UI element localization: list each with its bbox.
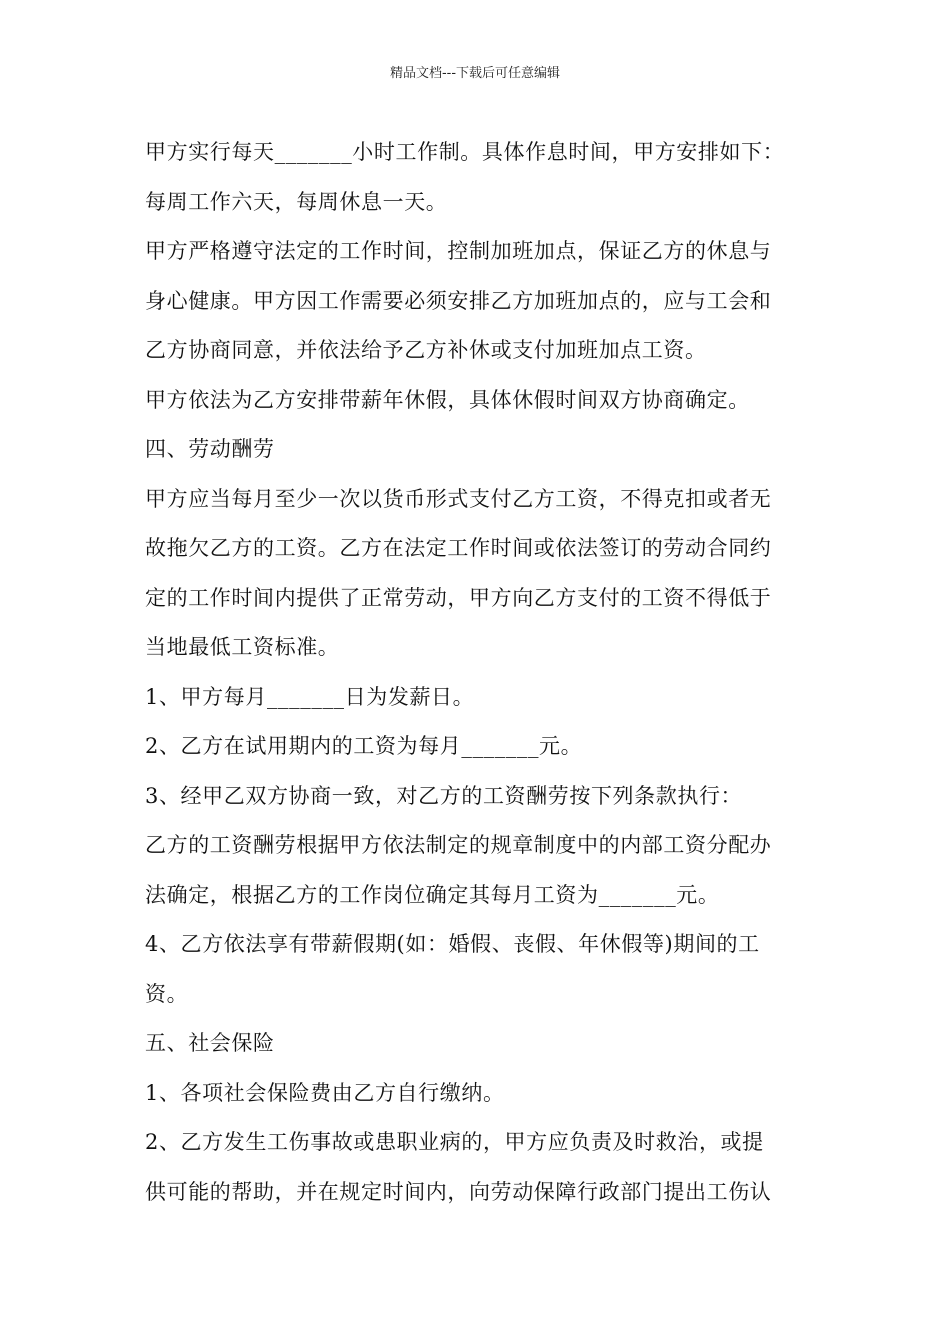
text-line: 甲方实行每天_______小时工作制。具体作息时间，甲方安排如下：	[145, 140, 785, 164]
text-line: 1、甲方每月_______日为发薪日。	[145, 684, 475, 709]
clause-paid-leave	[145, 920, 810, 1019]
page-header: 精品文档---下载后可任意编辑	[389, 66, 561, 81]
text-line: 甲方依法为乙方安排带薪年休假，具体休假时间双方协商确定。	[145, 387, 750, 412]
paragraph-annual-leave	[145, 376, 810, 426]
paragraph-wage-payment	[145, 475, 810, 673]
text-line: 四、劳动酬劳	[145, 437, 275, 461]
section-heading-remuneration	[145, 425, 810, 475]
paragraph-wage-rules	[145, 821, 810, 920]
text-line: 供可能的帮助，并在规定时间内，向劳动保障行政部门提出工伤认	[145, 1179, 772, 1204]
text-line: 2、乙方发生工伤事故或患职业病的，甲方应负责及时救治，或提	[145, 1130, 764, 1154]
text-line: 1、各项社会保险费由乙方自行缴纳。	[145, 1080, 505, 1105]
clause-work-injury	[145, 1118, 810, 1217]
text-line: 当地最低工资标准。	[145, 635, 340, 659]
text-line: 法确定，根据乙方的工作岗位确定其每月工资为_______元。	[145, 882, 720, 907]
text-line: 身心健康。甲方因工作需要必须安排乙方加班加点的，应与工会和	[145, 288, 772, 313]
text-line: 3、经甲乙双方协商一致，对乙方的工资酬劳按下列条款执行：	[145, 783, 743, 808]
text-line: 乙方的工资酬劳根据甲方依法制定的规章制度中的内部工资分配办	[145, 833, 772, 857]
paragraph-work-hours	[145, 128, 810, 227]
clause-insurance-fees	[145, 1069, 810, 1119]
text-line: 资。	[145, 981, 189, 1006]
text-line: 定的工作时间内提供了正常劳动，甲方向乙方支付的工资不得低于	[145, 585, 772, 610]
clause-probation-wage	[145, 722, 810, 772]
text-line: 故拖欠乙方的工资。乙方在法定工作时间或依法签订的劳动合同约	[145, 536, 772, 560]
paragraph-overtime	[145, 227, 810, 376]
text-line: 五、社会保险	[145, 1031, 275, 1055]
section-heading-social-insurance	[145, 1019, 810, 1069]
document-body	[145, 128, 810, 1217]
clause-payday	[145, 673, 810, 723]
text-line: 2、乙方在试用期内的工资为每月_______元。	[145, 734, 583, 758]
text-line: 每周工作六天，每周休息一天。	[145, 189, 448, 214]
text-line: 4、乙方依法享有带薪假期(如：婚假、丧假、年休假等)期间的工	[145, 932, 760, 956]
text-line: 甲方严格遵守法定的工作时间，控制加班加点，保证乙方的休息与	[145, 239, 772, 263]
clause-wage-terms	[145, 772, 810, 822]
text-line: 甲方应当每月至少一次以货币形式支付乙方工资，不得克扣或者无	[145, 486, 772, 511]
text-line: 乙方协商同意，并依法给予乙方补休或支付加班加点工资。	[145, 338, 707, 362]
